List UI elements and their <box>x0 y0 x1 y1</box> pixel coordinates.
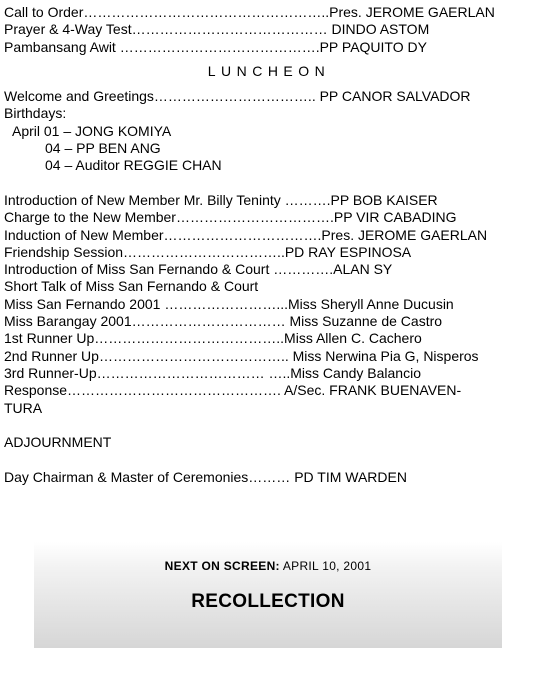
call-to-order-line: Call to Order……………………………………………..Pres. JEROME GAERLAN <box>4 4 495 20</box>
first-runner-line: 1st Runner Up…………………………………..Miss Allen C. Cachero <box>4 330 422 347</box>
adjournment-line: ADJOURNMENT <box>4 434 112 451</box>
next-event-title: RECOLLECTION <box>191 591 345 612</box>
second-runner-line: 2nd Runner Up………………………………….. Miss Nerwina Pia G, Nisperos <box>4 347 479 364</box>
meeting-program <box>4 4 534 486</box>
friendship-line: Friendship Session……………………………..PD RAY ESPINOSA <box>4 243 412 260</box>
next-on-screen-line <box>34 559 502 573</box>
day-chairman-line: Day Chairman & Master of Ceremonies……… PD TIM WARDEN <box>4 468 407 485</box>
next-on-screen-date: APRIL 10, 2001 <box>282 559 372 573</box>
anthem-line: Pambansang Awit …………………………………….PP PAQUITO DY <box>4 38 427 55</box>
introduction-member-line: Introduction of New Member Mr. Billy Teninty ……….PP BOB KAISER <box>4 191 438 208</box>
spacer <box>4 175 534 192</box>
prayer-line: Prayer & 4-Way Test…………………………………… DINDO ASTOM <box>4 21 430 38</box>
miss-san-fernando-line: Miss San Fernando 2001 ……………………...Miss Sheryll Anne Ducusin <box>4 295 454 312</box>
induction-line: Induction of New Member…………………………….Pres. JEROME GAERLAN <box>4 226 488 243</box>
luncheon-heading: LUNCHEON <box>207 62 331 79</box>
response-line: Response………………………………………. A/Sec. FRANK BUENAVEN- <box>4 382 462 399</box>
response-line-continued: TURA <box>4 399 43 416</box>
introduction-court-line: Introduction of Miss San Fernando & Court ………….ALAN SY <box>4 261 393 278</box>
spacer <box>4 417 534 434</box>
birthday-item: 04 – Auditor REGGIE CHAN <box>45 157 222 174</box>
short-talk-line: Short Talk of Miss San Fernando & Court <box>4 278 259 295</box>
miss-barangay-line: Miss Barangay 2001…………………………… Miss Suzanne de Castro <box>4 313 443 330</box>
birthdays-label: Birthdays: <box>4 105 67 122</box>
charge-line: Charge to the New Member…………………………….PP VIR CABADING <box>4 209 457 226</box>
welcome-line: Welcome and Greetings…………………………….. PP CANOR SALVADOR <box>4 88 471 105</box>
spacer <box>4 451 534 468</box>
third-runner-line: 3rd Runner-Up……………………………… …..Miss Candy Balancio <box>4 364 421 381</box>
birthday-item: 04 – PP BEN ANG <box>45 140 161 157</box>
birthday-item: April 01 – JONG KOMIYA <box>12 122 172 139</box>
next-on-screen-banner <box>34 542 502 648</box>
next-on-screen-label: NEXT ON SCREEN: <box>164 559 280 573</box>
